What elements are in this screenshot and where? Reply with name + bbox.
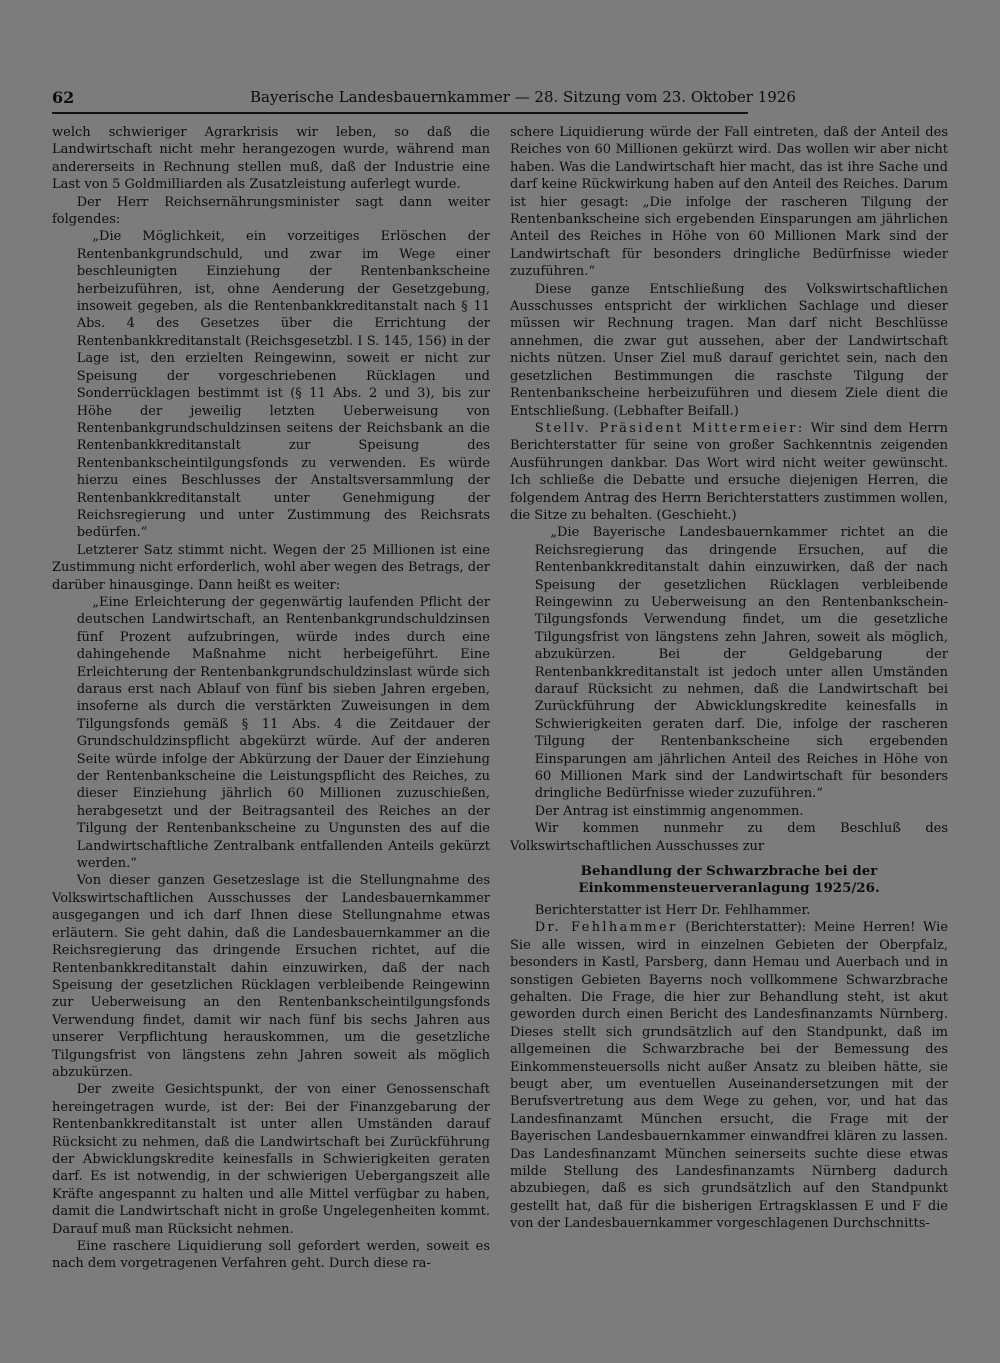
running-title: Bayerische Landesbauernkammer — 28. Sitzung vom 23. Oktober 1926 [250, 88, 796, 106]
speech-text: (Berichterstatter): Meine Herren! Wie Sie alle wissen, wird in einzelnen Gebieten der Oberpfalz, besonders in Kastl, Parsberg, dann Hemau und Auerbach und in sonstigen Gebieten Bayerns noch vollkommene Schwarzbrache gehalten. Die Frage, die hier zur Behandlung steht, ist akut geworden durch einen Bericht des Landesfinanzamts Nürnberg. Dieses stellt sich grundsätzlich auf den Standpunkt, daß im allgemeinen die Schwarzbrache bei der Bemessung des Einkommensteuersolls nicht außer Ansatz zu bleiben hätte, sie beugt aber, um eventuellen Auseinandersetzungen mit der Berufsvertretung aus dem Wege zu gehen, vor, und hat das Landesfinanzamt München ersucht, die Frage mit der Bayerischen Landesbauernkammer einwandfrei klären zu lassen. Das Landesfinanzamt München seinerseits suchte diese etwas milde Stellung des Landesfinanzamts Nürnberg dadurch abzubiegen, daß es sich grundsätzlich auf den Standpunkt gestellt hat, daß für die bisherigen Ertragsklassen E und F die von der Landesbauernkammer vorgeschlagenen Durchschnitts- [510, 920, 949, 1232]
quotation: „Die Möglichkeit, ein vorzeitiges Erlöschen der Rentenbankgrundschuld, und zwar im Wege einer beschleunigten Einziehung der Rentenbankscheine herbeizuführen, ist, ohne Aenderung der Gesetzgebung, insoweit gegeben, als die Rentenbankkreditanstalt nach § 11 Abs. 4 des Gesetzes über die Errichtung der Rentenbankkreditanstalt (Reichsgesetzbl. I S. 145, 156) in der Lage ist, den erzielten Reingewinn, soweit er nicht zur Speisung der vorgeschriebenen Rücklagen und Sonderrücklagen bestimmt ist (§ 11 Abs. 2 und 3), bis zur Höhe der jeweilig letzten Ueberweisung von Rentenbankgrundschuldzinsen seitens der Reichsbank an die Rentenbankkreditanstalt zur Speisung des Rentenbankscheintilgungsfonds zu verwenden. Es würde hierzu eines Beschlusses der Anstaltsversammlung der Rentenbankkreditanstalt unter Genehmigung der Reichsregierung und unter Zustimmung des Reichsrats bedürfen.“ [76, 229, 490, 541]
paragraph: Letzterer Satz stimmt nicht. Wegen der 25 Millionen ist eine Zustimmung nicht erforderlich, wohl aber wegen des Betrags, der darüber hinausginge. Dann heißt es weiter: [52, 542, 490, 593]
paragraph: Der Antrag ist einstimmig angenommen. [534, 803, 804, 819]
section-heading: Behandlung der Schwarzbrache bei der Einkommensteuerveranlagung 1925/26. [578, 863, 880, 897]
paragraph: Der zweite Gesichtspunkt, der von einer Genossenschaft hereingetragen wurde, ist der: Bei der Finanzgebarung der Rentenbankkreditanstalt ist unter allen Umständen darauf Rücksicht zu nehmen, daß die Landwirtschaft bei Zurückführung der Abwicklungskredite keinesfalls in Schwierigkeiten geraten darf. Es ist notwendig, in der schwierigen Uebergangszeit alle Kräfte angespannt zu halten und alle Mittel verfügbar zu haben, damit die Landwirtschaft nicht in große Ungelegenheiten kommt. Darauf muß man Rücksicht nehmen. [52, 1082, 490, 1237]
right-column [510, 124, 948, 1233]
paragraph: Der Herr Reichsernährungsminister sagt dann weiter folgendes: [52, 194, 490, 228]
paragraph: Wir kommen nunmehr zu dem Beschluß des Volkswirtschaftlichen Ausschusses zur [510, 821, 948, 854]
speaker-paragraph [510, 420, 948, 524]
speaker-paragraph [510, 919, 948, 1232]
speaker-name: Dr. Fehlhammer [534, 920, 678, 936]
paragraph: Von dieser ganzen Gesetzeslage ist die Stellungnahme des Volkswirtschaftlichen Ausschusses der Landesbauernkammer ausgegangen und ich darf Ihnen diese Stellungnahme etwas erläutern. Sie geht dahin, daß die Landesbauernkammer an die Reichsregierung das dringende Ersuchen richtet, auf die Rentenbankkreditanstalt dahin einzuwirken, daß der nach Speisung der gesetzlichen Rücklagen verbleibende Reingewinn zur Ueberweisung an den Rentenbankscheintilgungsfonds Verwendung findet, damit wir nach fünf bis sechs Jahren aus unserer Verpflichtung herauskommen, um die gesetzliche Tilgungsfrist von längstens zehn Jahren soweit als möglich abzukürzen. [52, 873, 490, 1080]
paragraph: Eine raschere Liquidierung soll gefordert werden, soweit es nach dem vorgetragenen Verfahren geht. Durch diese ra- [52, 1239, 490, 1272]
left-column [52, 124, 490, 1273]
quotation: „Die Bayerische Landesbauernkammer richtet an die Reichsregierung das dringende Ersuchen, auf die Rentenbankkreditanstalt dahin einzuwirken, daß der nach Speisung der gesetzlichen Rücklagen verbleibende Reingewinn zu Ueberweisung an den Rentenbankschein-Tilgungsfonds Verwendung findet, um die gesetzliche Tilgungsfrist von längstens zehn Jahren, soweit als möglich, abzukürzen. Bei der Geldgebarung der Rentenbankkreditanstalt ist jedoch unter allen Umständen darauf Rücksicht zu nehmen, daß die Landwirtschaft bei Zurückführung der Abwicklungskredite keinesfalls in Schwierigkeiten geraten darf. Die, infolge der rascheren Tilgung der Rentenbankscheine sich ergebenden Einsparungen am jährlichen Anteil des Reiches in Höhe von 60 Millionen Mark sind der Landwirtschaft für besonders dringliche Bedürfnisse wieder zuzuführen.“ [534, 525, 948, 802]
paragraph: Berichterstatter ist Herr Dr. Fehlhammer. [534, 902, 811, 918]
quotation: „Eine Erleichterung der gegenwärtig laufenden Pflicht der deutschen Landwirtschaft, an Rentenbankgrundschuldzinsen fünf Prozent aufzubringen, würde indes durch eine dahingehende Maßnahme nicht herbeigeführt. Eine Erleichterung der Rentenbankgrundschuldzinslast würde sich daraus erst nach Ablauf von fünf bis sieben Jahren ergeben, insoferne als durch die verstärkten Zuweisungen in dem Tilgungsfonds gemäß § 11 Abs. 4 die Zeitdauer der Grundschuldzinspflicht abgekürzt würde. Auf der anderen Seite würde infolge der Abkürzung der Dauer der Einziehung der Rentenbankscheine die Leistungspflicht des Reiches, zu dieser Einziehung jährlich 60 Millionen zuzuschießen, herabgesetzt und der Beitragsanteil des Reiches an der Tilgung der Rentenbankscheine zu Ungunsten des auf die Landwirtschaftliche Zentralbank entfallenden Anteils gekürzt werden.“ [76, 594, 490, 872]
paragraph: welch schwieriger Agrarkrisis wir leben, so daß die Landwirtschaft nicht mehr herangezogen wurde, während man andererseits in Rechnung stellen muß, daß der Industrie eine Last von 5 Goldmilliarden als Zusatzleistung auferlegt wurde. [52, 125, 490, 193]
page-header [52, 88, 796, 114]
page-number: 62 [52, 88, 75, 107]
paragraph: Diese ganze Entschließung des Volkswirtschaftlichen Ausschusses entspricht der wirklichen Sachlage und dieser müssen wir Rechnung tragen. Man darf nicht Beschlüsse annehmen, die zwar gut aussehen, aber der Landwirtschaft nichts nützen. Unser Ziel muß darauf gerichtet sein, nach den gesetzlichen Bestimmungen die raschste Tilgung der Rentenbankscheine herbeizuführen und diesem Ziele dient die Entschließung. (Lebhafter Beifall.) [510, 281, 948, 419]
speech-text: Wir sind dem Herrn Berichterstatter für seine von großer Sachkenntnis zeigenden Ausführungen dankbar. Das Wort wird nicht weiter gewünscht. Ich schließe die Debatte und ersuche diejenigen Herren, die folgendem Antrag des Herrn Berichterstatters zustimmen wollen, die Sitze zu behalten. (Geschieht.) [510, 420, 949, 523]
speaker-name: Stellv. Präsident Mittermeier: [534, 420, 805, 436]
paragraph: schere Liquidierung würde der Fall eintreten, daß der Anteil des Reiches von 60 Millionen gekürzt wird. Das wollen wir aber nicht haben. Was die Landwirtschaft hier macht, das ist ihre Sache und darf keine Rückwirkung haben auf den Anteil des Reiches. Darum ist hier gesagt: „Die infolge der rascheren Tilgung der Rentenbankscheine sich ergebenden Einsparungen am jährlichen Anteil des Reiches in Höhe von 60 Millionen Mark sind der Landwirtschaft für besonders dringliche Bedürfnisse wieder zuzuführen.“ [510, 125, 948, 280]
